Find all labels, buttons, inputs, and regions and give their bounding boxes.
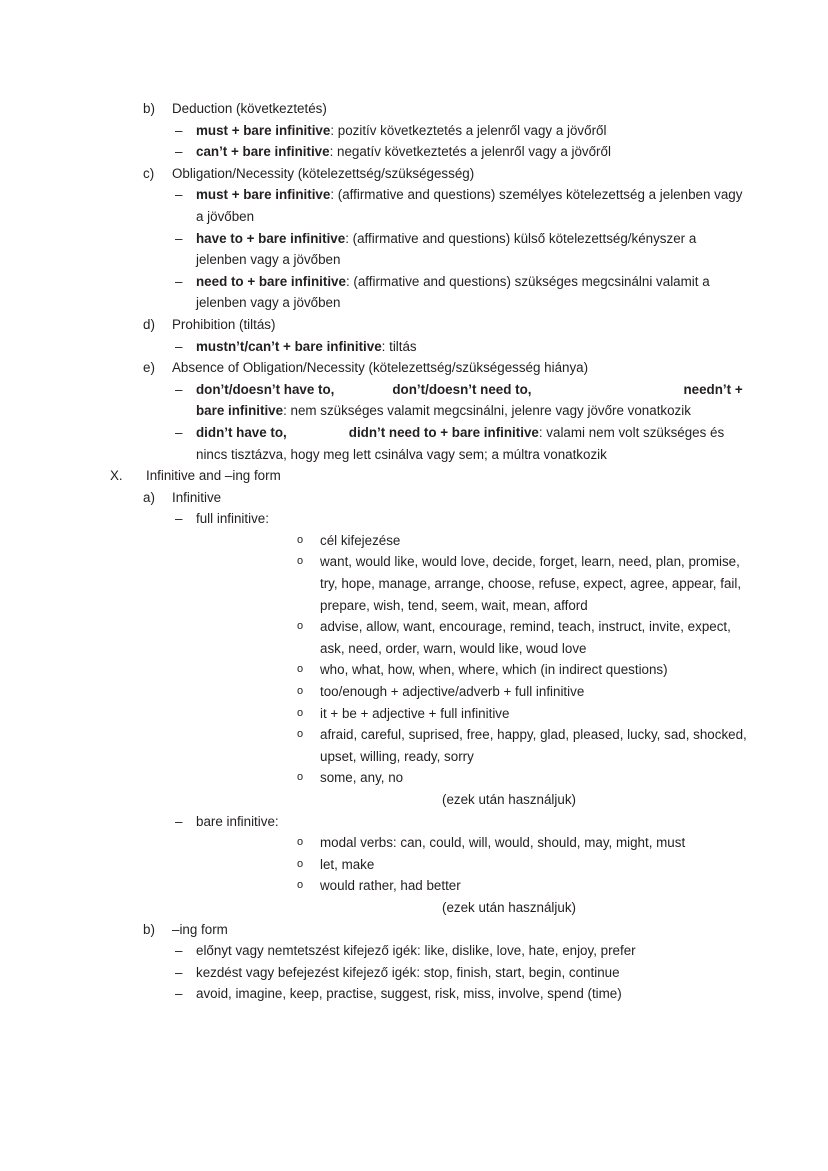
list-item-label: Absence of Obligation/Necessity (kötelezettség/szükségesség hiánya) (172, 360, 589, 376)
list-item-label: Obligation/Necessity (kötelezettség/szükségesség) (172, 165, 475, 181)
list-item-text (196, 422, 749, 465)
list-item-label: Infinitive (172, 489, 222, 505)
list-item-label: –ing form (172, 921, 228, 937)
term-label-1: didn’t have to, (196, 424, 287, 440)
term-description: : pozitív következtetés a jelenről vagy a jövőről (330, 122, 607, 138)
list-item-heading-b (0, 98, 828, 120)
list-item-text: advise, allow, want, encourage, remind, teach, instruct, invite, expect, ask, need, order, warn, would like, woud love (320, 619, 731, 656)
list-item-label: bare infinitive: (196, 813, 279, 829)
document-body (0, 98, 828, 1005)
term-description: : (affirmative and questions) személyes kötelezettség a jelenben vagy a jövőben (196, 187, 743, 224)
circle-bullet-icon: o (297, 706, 304, 719)
list-item-text (196, 336, 749, 358)
term-label: must + bare infinitive (196, 122, 331, 138)
list-item-text: some, any, no (320, 770, 404, 786)
usage-note-full-infinitive: (ezek után használjuk) (442, 792, 576, 807)
term-description: : negatív következtetés a jelenről vagy a jövőről (329, 144, 611, 160)
term-label: have to + bare infinitive (196, 230, 346, 246)
list-item (0, 551, 828, 616)
list-item (0, 767, 828, 789)
circle-bullet-icon: o (297, 663, 304, 676)
list-item-full-infinitive (0, 508, 828, 530)
list-marker: – (175, 273, 183, 289)
list-item-text (196, 379, 749, 422)
term-description: : nem szükséges valamit megcsinálni, jelenre vagy jövőre vonatkozik (283, 403, 691, 419)
usage-note-bare-infinitive: (ezek után használjuk) (442, 899, 576, 915)
list-item-text (196, 184, 749, 227)
list-item-text: too/enough + adjective/adverb + full infinitive (320, 684, 585, 700)
list-item-heading-c (0, 163, 828, 185)
list-item (0, 659, 828, 681)
circle-bullet-icon: o (297, 857, 304, 870)
term-label-2: don’t/doesn’t need to, (392, 381, 532, 397)
list-item (0, 530, 828, 552)
list-marker: – (175, 144, 183, 160)
list-marker: – (175, 943, 183, 959)
list-item (0, 940, 828, 962)
list-item (0, 724, 828, 767)
circle-bullet-icon: o (297, 685, 304, 698)
list-marker: – (175, 122, 183, 138)
circle-bullet-icon: o (297, 879, 304, 892)
list-item-text: előnyt vagy nemtetszést kifejező igék: like, dislike, love, hate, enjoy, prefer (196, 943, 636, 959)
list-marker: b) (143, 101, 155, 116)
list-item (0, 616, 828, 659)
circle-bullet-icon: o (297, 728, 304, 741)
circle-bullet-icon: o (297, 771, 304, 784)
circle-bullet-icon: o (297, 533, 304, 546)
list-marker: c) (143, 165, 155, 181)
term-label: mustn’t/can’t + bare infinitive (196, 338, 382, 354)
list-marker: d) (143, 316, 155, 332)
list-item-heading-d (0, 314, 828, 336)
list-marker: – (175, 424, 183, 440)
term-description: : valami nem volt szükséges és nincs tisztázva, hogy meg lett csinálva vagy sem; a múltra vonatkozik (196, 424, 725, 462)
list-item (0, 681, 828, 703)
list-marker: – (175, 230, 183, 246)
list-item-heading-x-b (0, 919, 828, 941)
term-description: : (affirmative and questions) szükséges megcsinálni valamit a jelenben vagy a jövőben (196, 273, 710, 311)
list-item-label: full infinitive: (196, 511, 269, 527)
list-item (0, 962, 828, 984)
list-marker: – (175, 986, 183, 1002)
term-label: need to + bare infinitive (196, 273, 346, 289)
list-item-text: let, make (320, 856, 375, 872)
list-item (0, 271, 828, 314)
list-item (0, 832, 828, 854)
list-item (0, 228, 828, 271)
list-item (0, 120, 828, 142)
list-marker: b) (143, 921, 155, 937)
list-item (0, 422, 828, 465)
list-item-bare-infinitive (0, 811, 828, 833)
list-item-text: want, would like, would love, decide, forget, learn, need, plan, promise, try, hope, manage, arrange, choose, refuse, expect, agree, appear, fail, prepare, wish, tend, seem, wait, mean, afford (320, 554, 742, 613)
list-item-heading-x-a (0, 487, 828, 509)
term-label-2: didn’t need to + bare infinitive (348, 424, 539, 440)
term-label-3: needn’t + bare infinitive (196, 381, 743, 419)
list-item (0, 875, 828, 897)
list-marker: – (175, 381, 183, 397)
list-item-text: afraid, careful, suprised, free, happy, glad, pleased, lucky, sad, shocked, upset, willing, ready, sorry (320, 727, 747, 764)
list-marker: e) (143, 360, 155, 376)
list-item (0, 379, 828, 422)
list-marker: X. (110, 468, 123, 484)
circle-bullet-icon: o (297, 836, 304, 849)
list-marker: – (175, 338, 183, 354)
section-heading-x (0, 465, 828, 487)
circle-bullet-icon: o (297, 555, 304, 568)
list-marker: – (175, 511, 183, 527)
list-item (0, 854, 828, 876)
list-item (0, 141, 828, 163)
list-item (0, 336, 828, 358)
list-marker: a) (143, 489, 155, 505)
term-label-1: don’t/doesn’t have to, (196, 381, 335, 397)
list-item-text (196, 141, 749, 163)
list-item-text: kezdést vagy befejezést kifejező igék: stop, finish, start, begin, continue (196, 964, 620, 980)
list-item-text (196, 228, 749, 271)
circle-bullet-icon: o (297, 620, 304, 633)
term-label: must + bare infinitive (196, 187, 331, 203)
list-item-text: avoid, imagine, keep, practise, suggest, risk, miss, involve, spend (time) (196, 986, 622, 1002)
list-item-text: modal verbs: can, could, will, would, should, may, might, must (320, 835, 686, 851)
list-marker: – (175, 813, 183, 829)
list-item-text: would rather, had better (320, 878, 461, 894)
list-item-label: Deduction (következtetés) (172, 101, 327, 116)
list-marker: – (175, 187, 183, 203)
term-description: : tiltás (381, 338, 417, 354)
list-item (0, 983, 828, 1005)
list-item-text: it + be + adjective + full infinitive (320, 705, 510, 721)
list-item-text: who, what, how, when, where, which (in indirect questions) (320, 662, 668, 678)
list-item-text (196, 120, 749, 142)
list-item-heading-e (0, 357, 828, 379)
list-item-text: cél kifejezése (320, 532, 401, 548)
list-item-label: Prohibition (tiltás) (172, 316, 276, 332)
list-item (0, 703, 828, 725)
list-item-text (196, 271, 749, 314)
section-title: Infinitive and –ing form (146, 468, 281, 484)
term-label: can’t + bare infinitive (196, 144, 330, 160)
term-description: : (affirmative and questions) külső kötelezettség/kényszer a jelenben vagy a jövőben (196, 230, 697, 268)
list-item (0, 184, 828, 227)
list-marker: – (175, 964, 183, 980)
